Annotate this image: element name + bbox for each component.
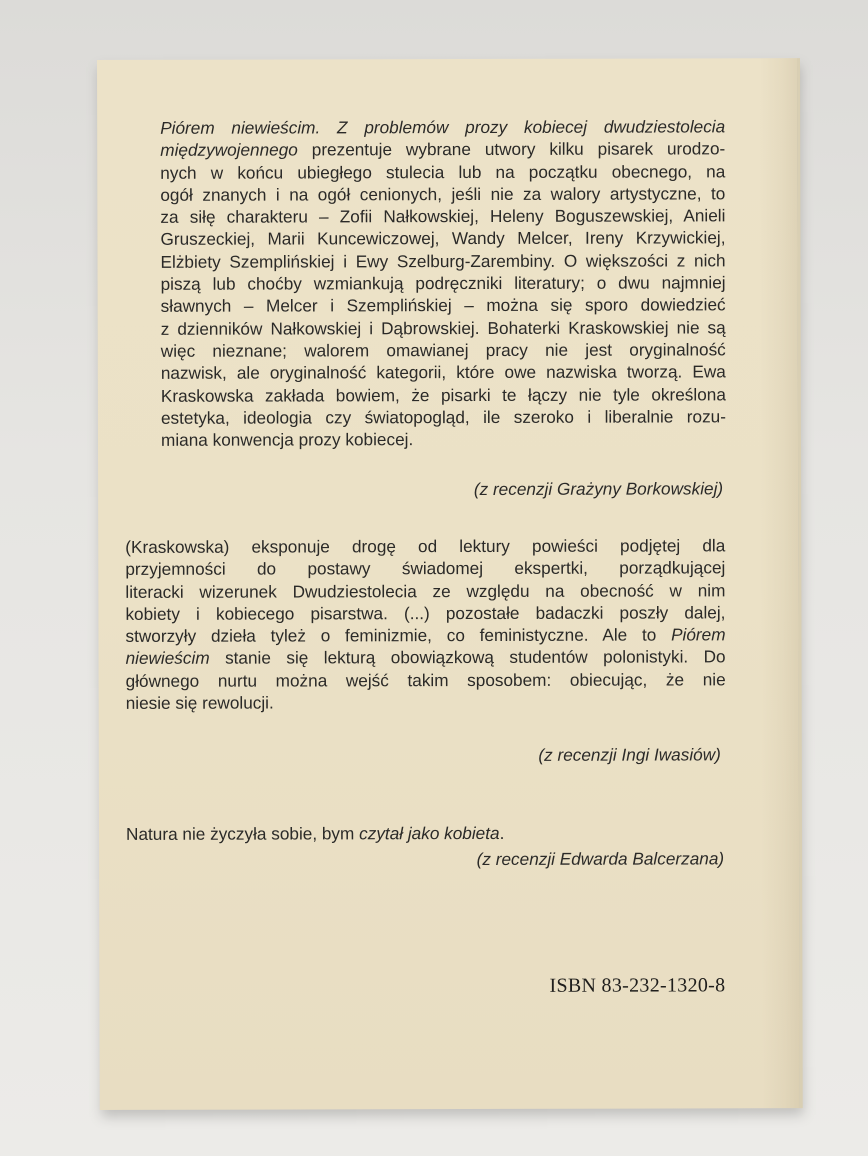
text-line xyxy=(126,646,726,670)
text-line xyxy=(161,361,726,385)
text-segment: nazwisk, ale oryginalność kategorii, które owe nazwiska tworzą. Ewa xyxy=(160,361,726,384)
text-line xyxy=(126,668,726,692)
text-segment: sławnych – Melcer i Szemplińskiej – można się sporo dowiedzieć xyxy=(160,294,726,317)
text-segment: estetyka, ideologia czy światopogląd, ile szeroko i liberalnie rozu- xyxy=(160,406,726,428)
quote-balcerzan-italic: czytał jako kobieta xyxy=(359,822,500,844)
text-segment: literacki wizerunek Dwudziestolecia ze względu na obecność w nim xyxy=(125,579,726,602)
review-source-borkowska: (z recenzji Grażyny Borkowskiej) xyxy=(473,478,724,500)
text-line xyxy=(160,205,725,229)
text-segment: Kraskowska zakłada bowiem, że pisarki te łączy nie tyle określona xyxy=(160,383,726,406)
cover-edge-shading xyxy=(759,58,800,1108)
review-source-iwasiow: (z recenzji Ingi Iwasiów) xyxy=(538,744,721,765)
review-quote-balcerzan xyxy=(126,823,504,845)
text-segment: przyjemności do postawy świadomej ekspertki, porządkującej xyxy=(125,557,726,580)
text-segment: głównego nurtu można wejść takim sposobem: obiecując, że nie xyxy=(125,669,726,691)
text-line xyxy=(125,624,725,648)
text-segment: niewieścim xyxy=(125,648,210,669)
text-segment: ogół znanych i na ogół cenionych, jeśli nie za walory artystyczne, to xyxy=(160,183,726,205)
text-segment: piszą lub choćby wzmiankują podręczniki literatury; o dwu najmniej xyxy=(160,272,726,294)
text-segment: niesie się rewolucji. xyxy=(125,692,274,714)
text-segment: stanie się lekturą obowiązkową studentów polonistyki. Do xyxy=(209,646,726,669)
text-line xyxy=(160,182,725,206)
text-line xyxy=(161,383,726,407)
text-segment: Elżbiety Szemplińskiej i Ewy Szelburg-Zarembiny. O większości z nich xyxy=(160,250,726,272)
book-back-cover xyxy=(97,58,803,1110)
text-line xyxy=(160,227,725,251)
isbn-number: ISBN 83-232-1320-8 xyxy=(549,974,726,997)
quote-balcerzan-end: . xyxy=(499,822,505,843)
text-segment: za siłę charakteru – Zofii Nałkowskiej, Heleny Boguszewskiej, Anieli xyxy=(160,205,726,228)
text-segment: prezentuje wybrane utwory kilku pisarek urodzo- xyxy=(297,138,726,160)
review-quote-borkowska xyxy=(160,115,726,451)
text-segment: Piórem niewieścim. Z problemów prozy kobiecej dwudziestolecia xyxy=(160,116,726,138)
text-segment: (Kraskowska) eksponuje drogę od lektury powieści podjętej dla xyxy=(125,535,726,557)
text-line xyxy=(160,115,725,139)
text-segment: z dzienników Nałkowskiej i Dąbrowskiej. Bohaterki Kraskowskiej nie są xyxy=(160,317,726,339)
text-line xyxy=(161,405,726,429)
review-source-balcerzan: (z recenzji Edwarda Balcerzana) xyxy=(476,848,725,870)
text-line xyxy=(161,271,726,295)
text-segment: Gruszeckiej, Marii Kuncewiczowej, Wandy Melcer, Ireny Krzywickiej, xyxy=(160,227,726,250)
text-line xyxy=(160,160,725,184)
text-line xyxy=(125,601,725,625)
quote-balcerzan-text: Natura nie życzyła sobie, bym xyxy=(126,823,360,844)
text-line xyxy=(161,338,726,362)
text-segment: Piórem xyxy=(671,624,726,645)
text-segment: kobiety i kobiecego pisarstwa. (...) pozostałe badaczki poszły dalej, xyxy=(125,602,726,624)
text-segment: stworzyły dzieła tyleż o feminizmie, co feministyczne. Ale to xyxy=(125,624,672,647)
text-line xyxy=(125,579,725,603)
text-line xyxy=(161,428,726,452)
text-line xyxy=(126,690,726,714)
text-segment: więc nieznane; walorem omawianej pracy nie jest oryginalność xyxy=(160,339,726,361)
text-segment: miana konwencja prozy kobiecej. xyxy=(160,429,414,450)
text-line xyxy=(125,534,725,558)
text-line xyxy=(161,316,726,340)
text-segment: nych w końcu ubiegłego stulecia lub na początku obecnego, na xyxy=(160,160,726,183)
text-line xyxy=(125,557,725,581)
text-segment: międzywojennego xyxy=(160,139,298,161)
text-line xyxy=(160,249,725,273)
text-line xyxy=(161,294,726,318)
review-quote-iwasiow xyxy=(125,534,725,714)
text-line xyxy=(160,138,725,162)
